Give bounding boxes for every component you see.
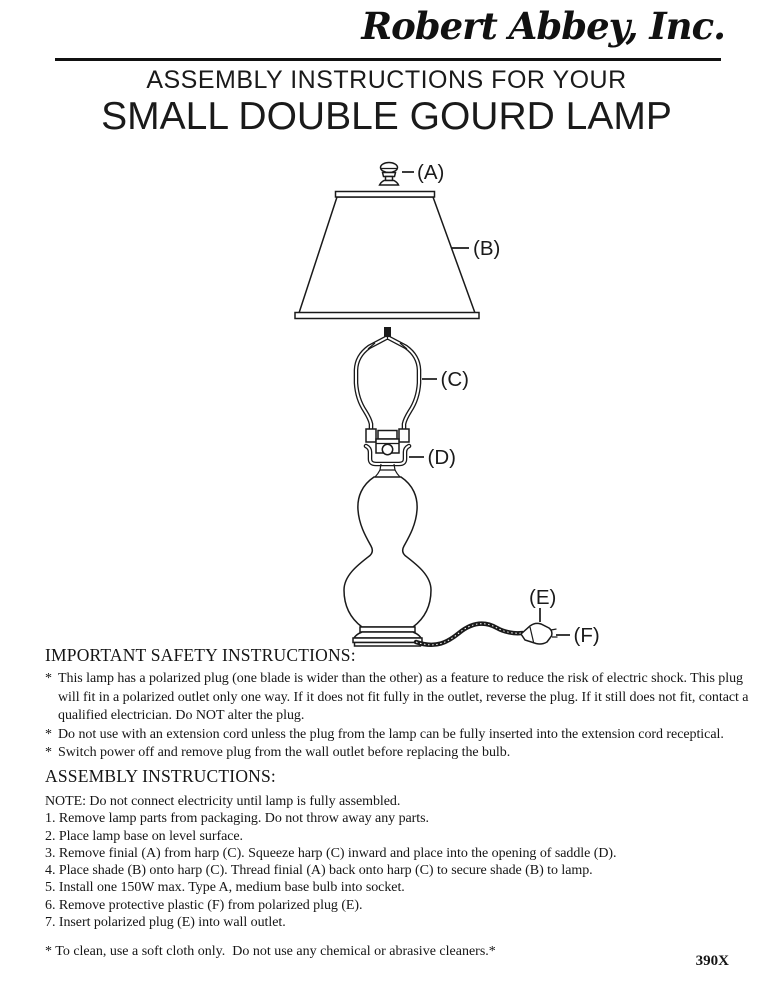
- cleaning-note: * To clean, use a soft cloth only. Do not use any chemical or abrasive cleaners.*: [45, 944, 496, 959]
- assembly-step: 5. Install one 150W max. Type A, medium base bulb into socket.: [45, 880, 405, 896]
- lamp-body-part: [344, 477, 431, 627]
- label-e: (E): [529, 586, 557, 609]
- page-title-line-1: ASSEMBLY INSTRUCTIONS FOR YOUR: [146, 66, 627, 94]
- label-c: (C): [440, 368, 469, 391]
- part-code: 390X: [695, 953, 729, 969]
- label-a: (A): [417, 161, 445, 184]
- harp-part: [356, 327, 419, 442]
- safety-item: [45, 670, 759, 726]
- label-d: (D): [427, 446, 456, 469]
- safety-item: [45, 726, 759, 745]
- plug-part: [521, 623, 558, 644]
- bullet-asterisk: *: [45, 745, 52, 760]
- assembly-step: 2. Place lamp base on level surface.: [45, 828, 244, 844]
- bullet-asterisk: *: [45, 726, 52, 742]
- assembly-step: 7. Insert polarized plug (E) into wall outlet.: [45, 915, 286, 931]
- bullet-asterisk: *: [45, 671, 52, 686]
- safety-item-text: This lamp has a polarized plug (one blade is wider than the other) as a feature to reduce the risk of electric shock. This plug will fit in a polarized outlet only one way. If it does not fit fully in the outlet, reverse the plug. If it still does not fit, contact a qualified electrician. Do NOT alter the plug.: [58, 671, 749, 723]
- assembly-step: 6. Remove protective plastic (F) from polarized plug (E).: [45, 897, 363, 913]
- page-title-line-2: SMALL DOUBLE GOURD LAMP: [101, 95, 672, 138]
- assembly-note: NOTE: Do not connect electricity until lamp is fully assembled.: [45, 794, 401, 809]
- shade-part: [295, 192, 479, 319]
- assembly-step: 3. Remove finial (A) from harp (C). Squeeze harp (C) inward and place into the opening of saddle (D).: [45, 845, 617, 861]
- safety-item: [45, 744, 759, 763]
- finial-part: [380, 163, 399, 186]
- label-f: (F): [573, 624, 600, 647]
- safety-section: [45, 644, 759, 763]
- safety-item-text: Switch power off and remove plug from the wall outlet before replacing the bulb.: [58, 745, 511, 760]
- assembly-step: 4. Place shade (B) onto harp (C). Thread finial (A) back onto harp (C) to secure shade (B) to lamp.: [45, 863, 593, 879]
- assembly-step: 1. Remove lamp parts from packaging. Do not throw away any parts.: [45, 811, 429, 827]
- label-b: (B): [473, 237, 501, 260]
- brand-logo: Robert Abbey, Inc.: [361, 4, 725, 48]
- assembly-heading: ASSEMBLY INSTRUCTIONS:: [45, 766, 276, 786]
- cord-part: [416, 624, 522, 645]
- safety-item-text: Do not use with an extension cord unless the plug from the lamp can be fully inserted into the extension cord receptical.: [58, 726, 724, 742]
- assembly-section: [45, 765, 759, 931]
- safety-heading: IMPORTANT SAFETY INSTRUCTIONS:: [45, 645, 356, 665]
